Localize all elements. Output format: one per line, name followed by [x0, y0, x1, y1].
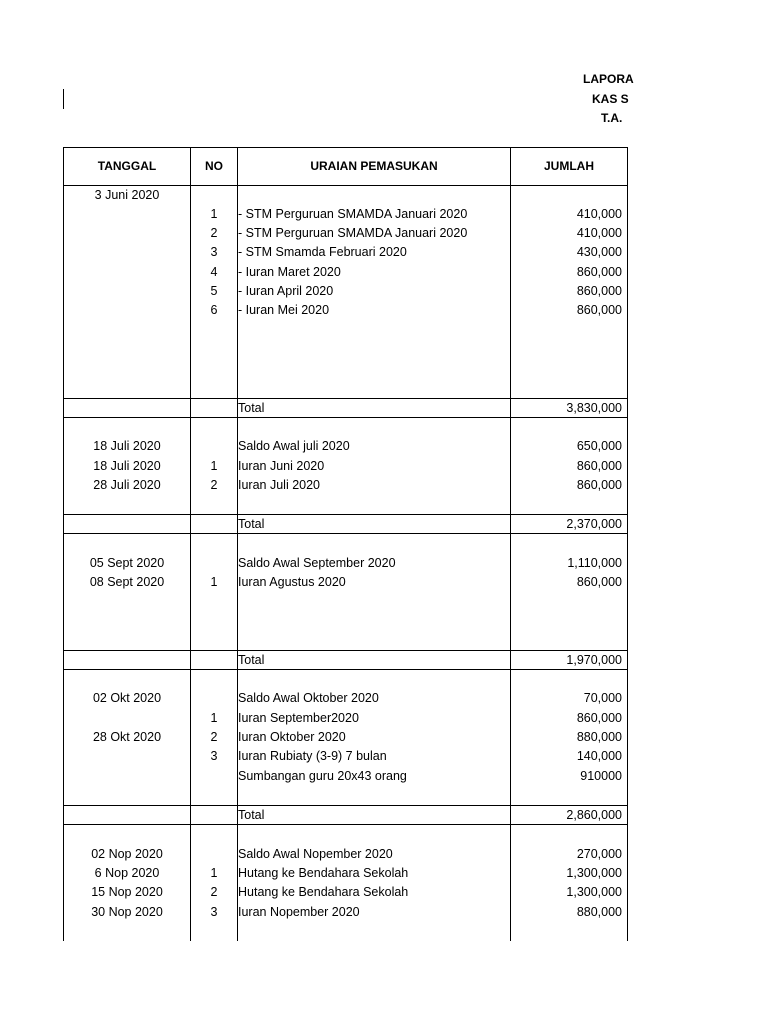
row-amount: 910000: [580, 769, 622, 783]
row-description: Iuran September2020: [238, 711, 359, 725]
row-number: 1: [210, 459, 218, 473]
row-number: 2: [210, 226, 218, 240]
row-date: 28 Juli 2020: [93, 478, 161, 492]
row-date: [64, 263, 190, 281]
row-amount: [511, 186, 622, 204]
row-description: Saldo Awal juli 2020: [238, 439, 350, 453]
row-description: Iuran Agustus 2020: [238, 575, 346, 589]
row-description: Saldo Awal September 2020: [238, 556, 396, 570]
row-amount: 140,000: [576, 749, 622, 763]
row-date: 3 Juni 2020: [94, 188, 160, 202]
row-date: 30 Nop 2020: [91, 905, 163, 919]
row-description: Total: [238, 808, 265, 822]
row-description: Total: [238, 401, 265, 415]
row-amount: 860,000: [576, 303, 622, 317]
row-number: 1: [210, 207, 218, 221]
row-amount: 70,000: [583, 691, 622, 705]
row-number: 1: [210, 866, 218, 880]
row-date: [64, 282, 190, 300]
row-description: - Iuran Mei 2020: [238, 303, 330, 317]
row-number: [191, 651, 237, 669]
row-amount: 880,000: [576, 905, 622, 919]
row-number: 2: [210, 885, 218, 899]
row-description: - STM Smamda Februari 2020: [238, 245, 407, 259]
row-description: Total: [238, 517, 265, 531]
row-amount: 430,000: [576, 245, 622, 259]
row-date: [64, 709, 190, 727]
row-date: [64, 767, 190, 785]
row-divider: [63, 824, 628, 825]
row-description: Hutang ke Bendahara Sekolah: [238, 885, 409, 899]
row-number: 1: [210, 711, 218, 725]
row-date: 18 Juli 2020: [93, 439, 161, 453]
row-number: [191, 689, 237, 707]
row-number: 2: [210, 730, 218, 744]
row-description: Iuran Rubiaty (3-9) 7 bulan: [238, 749, 387, 763]
row-amount: 860,000: [576, 711, 622, 725]
row-number: 1: [210, 575, 218, 589]
row-date: [64, 224, 190, 242]
row-number: [191, 515, 237, 533]
row-amount: 410,000: [576, 226, 622, 240]
row-amount: 1,970,000: [566, 653, 622, 667]
row-description: - Iuran Maret 2020: [238, 265, 341, 279]
row-number: [191, 186, 237, 204]
row-date: 05 Sept 2020: [89, 556, 165, 570]
row-number: [191, 845, 237, 863]
row-description: Hutang ke Bendahara Sekolah: [238, 866, 409, 880]
row-amount: 3,830,000: [566, 401, 622, 415]
row-date: 08 Sept 2020: [89, 575, 165, 589]
text-cursor: [63, 89, 64, 109]
row-number: [191, 767, 237, 785]
row-number: [191, 437, 237, 455]
row-description: Iuran Oktober 2020: [238, 730, 346, 744]
row-amount: 880,000: [576, 730, 622, 744]
row-date: 02 Nop 2020: [91, 847, 163, 861]
row-amount: 860,000: [576, 459, 622, 473]
table-border-top: [63, 147, 628, 148]
row-date: 18 Juli 2020: [93, 459, 161, 473]
row-amount: 2,860,000: [566, 808, 622, 822]
row-date: [64, 515, 190, 533]
row-date: [64, 243, 190, 261]
column-header-uraian: URAIAN PEMASUKAN: [310, 159, 438, 173]
row-number: 6: [210, 303, 218, 317]
row-number: 3: [210, 749, 218, 763]
row-amount: 1,110,000: [567, 556, 622, 570]
row-amount: 860,000: [576, 575, 622, 589]
row-description: Total: [238, 653, 265, 667]
row-amount: 1,300,000: [566, 866, 622, 880]
column-header-tanggal: TANGGAL: [97, 159, 157, 173]
row-amount: 270,000: [576, 847, 622, 861]
row-date: [64, 747, 190, 765]
column-header-jumlah: JUMLAH: [544, 159, 594, 173]
row-date: 6 Nop 2020: [94, 866, 160, 880]
row-date: 02 Okt 2020: [92, 691, 162, 705]
row-date: 28 Okt 2020: [92, 730, 162, 744]
report-title: LAPORA: [583, 72, 634, 86]
row-amount: 2,370,000: [566, 517, 622, 531]
row-description: [238, 186, 510, 204]
row-description: Iuran Juni 2020: [238, 459, 325, 473]
row-amount: 410,000: [576, 207, 622, 221]
row-amount: 650,000: [576, 439, 622, 453]
row-divider: [63, 669, 628, 670]
row-description: Iuran Nopember 2020: [238, 905, 360, 919]
row-amount: 860,000: [576, 478, 622, 492]
row-description: - STM Perguruan SMAMDA Januari 2020: [238, 207, 468, 221]
row-amount: 1,300,000: [566, 885, 622, 899]
row-amount: 860,000: [576, 284, 622, 298]
row-date: [64, 301, 190, 319]
row-number: 4: [210, 265, 218, 279]
row-number: [191, 554, 237, 572]
row-number: [191, 399, 237, 417]
row-description: Iuran Juli 2020: [238, 478, 321, 492]
row-number: 3: [210, 905, 218, 919]
row-amount: 860,000: [576, 265, 622, 279]
row-date: [64, 651, 190, 669]
row-number: 5: [210, 284, 218, 298]
row-number: 2: [210, 478, 218, 492]
row-date: [64, 399, 190, 417]
row-description: Saldo Awal Oktober 2020: [238, 691, 379, 705]
report-subtitle: KAS S: [592, 92, 629, 106]
row-description: Sumbangan guru 20x43 orang: [238, 769, 407, 783]
row-number: [191, 806, 237, 824]
row-date: [64, 205, 190, 223]
row-description: - Iuran April 2020: [238, 284, 334, 298]
table-border-right: [627, 147, 628, 941]
report-year: T.A.: [601, 111, 623, 125]
row-date: [64, 806, 190, 824]
row-date: 15 Nop 2020: [91, 885, 163, 899]
row-description: Saldo Awal Nopember 2020: [238, 847, 393, 861]
column-header-no: NO: [205, 159, 223, 173]
row-divider: [63, 417, 628, 418]
row-description: - STM Perguruan SMAMDA Januari 2020: [238, 226, 468, 240]
row-divider: [63, 533, 628, 534]
row-number: 3: [210, 245, 218, 259]
